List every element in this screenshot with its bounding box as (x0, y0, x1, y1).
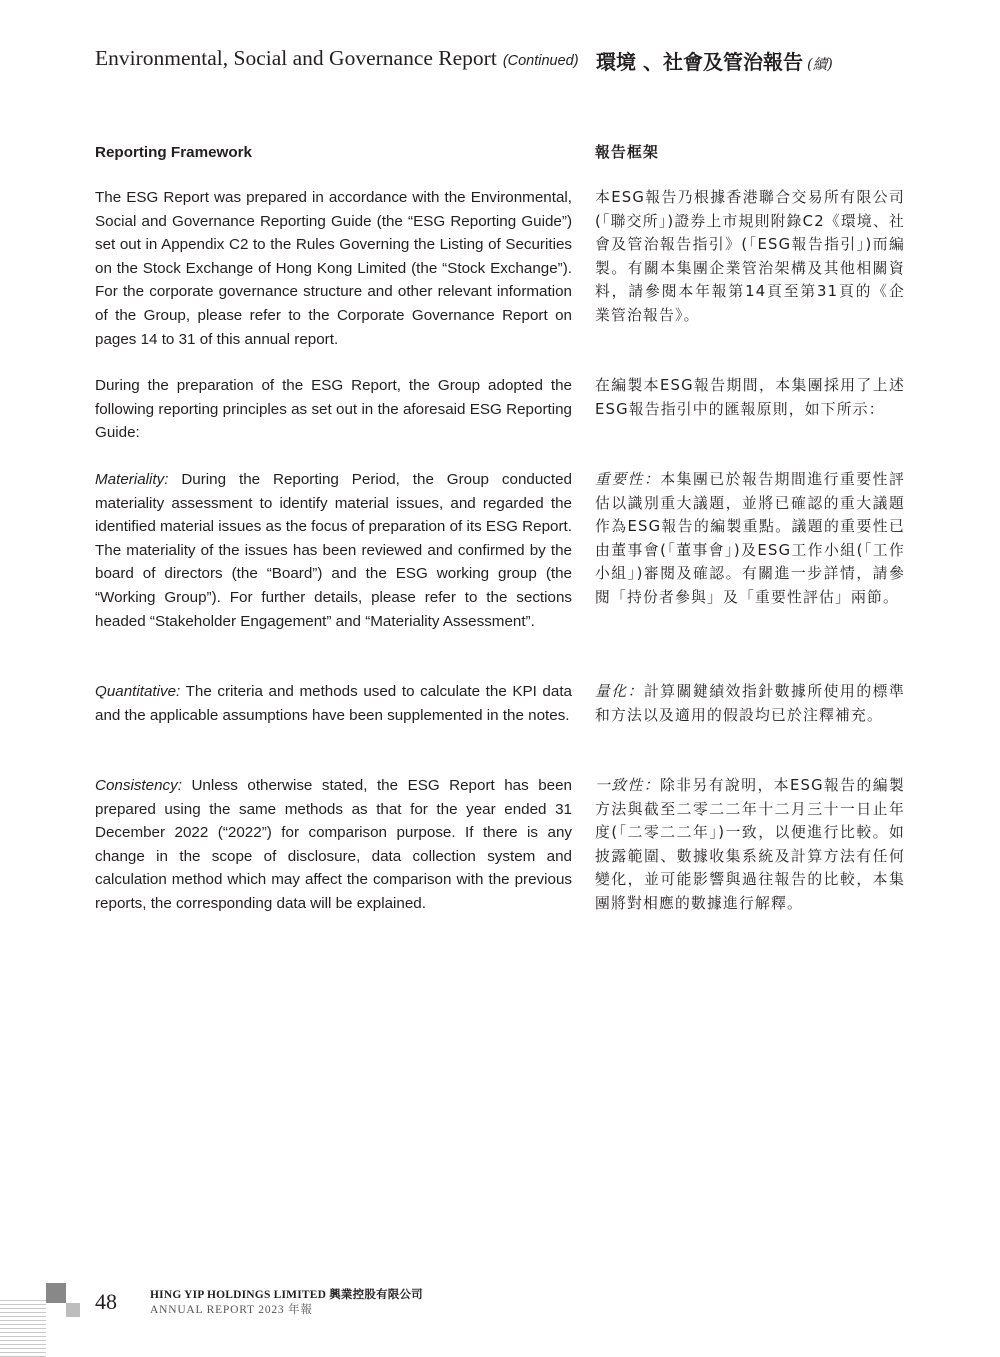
footer-annual-report: ANNUAL REPORT 2023 年報 (150, 1304, 313, 1316)
footer-decoration-square (46, 1283, 66, 1303)
paragraph-framework-en: The ESG Report was prepared in accordance with the Environmental, Social and Governance Reporting Guide (the “ESG Reporting Guide”) set out in Appendix C2 to the Rules Governing the Listing of Securities on the Stock Exchange of Hong Kong Limited (the “Stock Exchange”). For the corporate governance structure and other relevant information of the Group, please refer to the Corporate Governance Report on pages 14 to 31 of this annual report. (95, 189, 572, 348)
section-heading-zh: 報告框架 (595, 144, 659, 161)
paragraph-consistency-en (95, 774, 572, 916)
header-continued-zh: (續) (806, 57, 833, 73)
footer-decoration-square-small (66, 1303, 80, 1317)
materiality-lead-en: Materiality: (95, 471, 169, 488)
header-title-en: Environmental, Social and Governance Report (95, 46, 497, 70)
consistency-text-en: Unless otherwise stated, the ESG Report has been prepared using the same methods as that for the year ended 31 December 2022 (“2022”) for comparison purpose. If there is any change in the scope of disclosure, data collection system and calculation method which may affect the comparison with the previous reports, the corresponding data will be explained. (95, 777, 572, 912)
materiality-lead-zh: 重要性： (595, 471, 661, 488)
quantitative-lead-en: Quantitative: (95, 683, 181, 700)
consistency-text-zh: 除非另有說明，本ESG報告的編製方法與截至二零二二年十二月三十一日止年度(「二零二二年」)一致，以便進行比較。如披露範圍、數據收集系統及計算方法有任何變化，並可能影響與過往報告的比較，本集團將對相應的數據進行解釋。 (595, 777, 905, 912)
paragraph-principles-en: During the preparation of the ESG Report, the Group adopted the following reporting principles as set out in the aforesaid ESG Reporting Guide: (95, 377, 572, 442)
paragraph-quantitative-en (95, 680, 572, 727)
header-continued-en: (Continued) (502, 53, 579, 69)
paragraph-materiality-zh (595, 468, 905, 610)
footer-decoration-lines (0, 1300, 46, 1357)
paragraph-quantitative-zh (595, 680, 905, 727)
quantitative-lead-zh: 量化： (595, 683, 644, 700)
consistency-lead-en: Consistency: (95, 777, 182, 794)
paragraph-consistency-zh (595, 774, 905, 916)
page-header-en (95, 46, 579, 71)
header-title-zh: 環境 、社會及管治報告 (596, 50, 803, 74)
materiality-text-zh: 本集團已於報告期間進行重要性評估以識別重大議題，並將已確認的重大議題作為ESG報告的編製重點。議題的重要性已由董事會(「董事會」)及ESG工作小組(「工作小組」)審閱及確認。有關進一步詳情，請參閱「持份者參與」及「重要性評估」兩節。 (595, 471, 905, 606)
materiality-text-en: During the Reporting Period, the Group conducted materiality assessment to identify material issues, and regarded the identified material issues as the focus of preparation of its ESG Report. The materiality of the issues has been reviewed and confirmed by the board of directors (the “Board”) and the ESG working group (the “Working Group”). For further details, please refer to the sections headed “Stakeholder Engagement” and “Materiality Assessment”. (95, 471, 572, 630)
paragraph-materiality-en (95, 468, 572, 633)
quantitative-text-zh: 計算關鍵績效指針數據所使用的標準和方法以及適用的假設均已於注釋補充。 (595, 683, 905, 724)
consistency-lead-zh: 一致性： (595, 777, 660, 794)
page-number: 48 (95, 1289, 117, 1314)
footer-company-name: HING YIP HOLDINGS LIMITED 興業控股有限公司 (150, 1289, 423, 1301)
page-header-zh (596, 46, 833, 75)
paragraph-framework-zh: 本ESG報告乃根據香港聯合交易所有限公司(「聯交所」)證券上市規則附錄C2《環境、社會及管治報告指引》(「ESG報告指引」)而編製。有關本集團企業管治架構及其他相關資料，請參閱本年報第14頁至第31頁的《企業管治報告》。 (595, 189, 905, 324)
quantitative-text-en: The criteria and methods used to calculate the KPI data and the applicable assumptions have been supplemented in the notes. (95, 683, 572, 724)
section-heading-en: Reporting Framework (95, 144, 252, 161)
paragraph-principles-zh: 在編製本ESG報告期間，本集團採用了上述ESG報告指引中的匯報原則，如下所示： (595, 377, 905, 418)
